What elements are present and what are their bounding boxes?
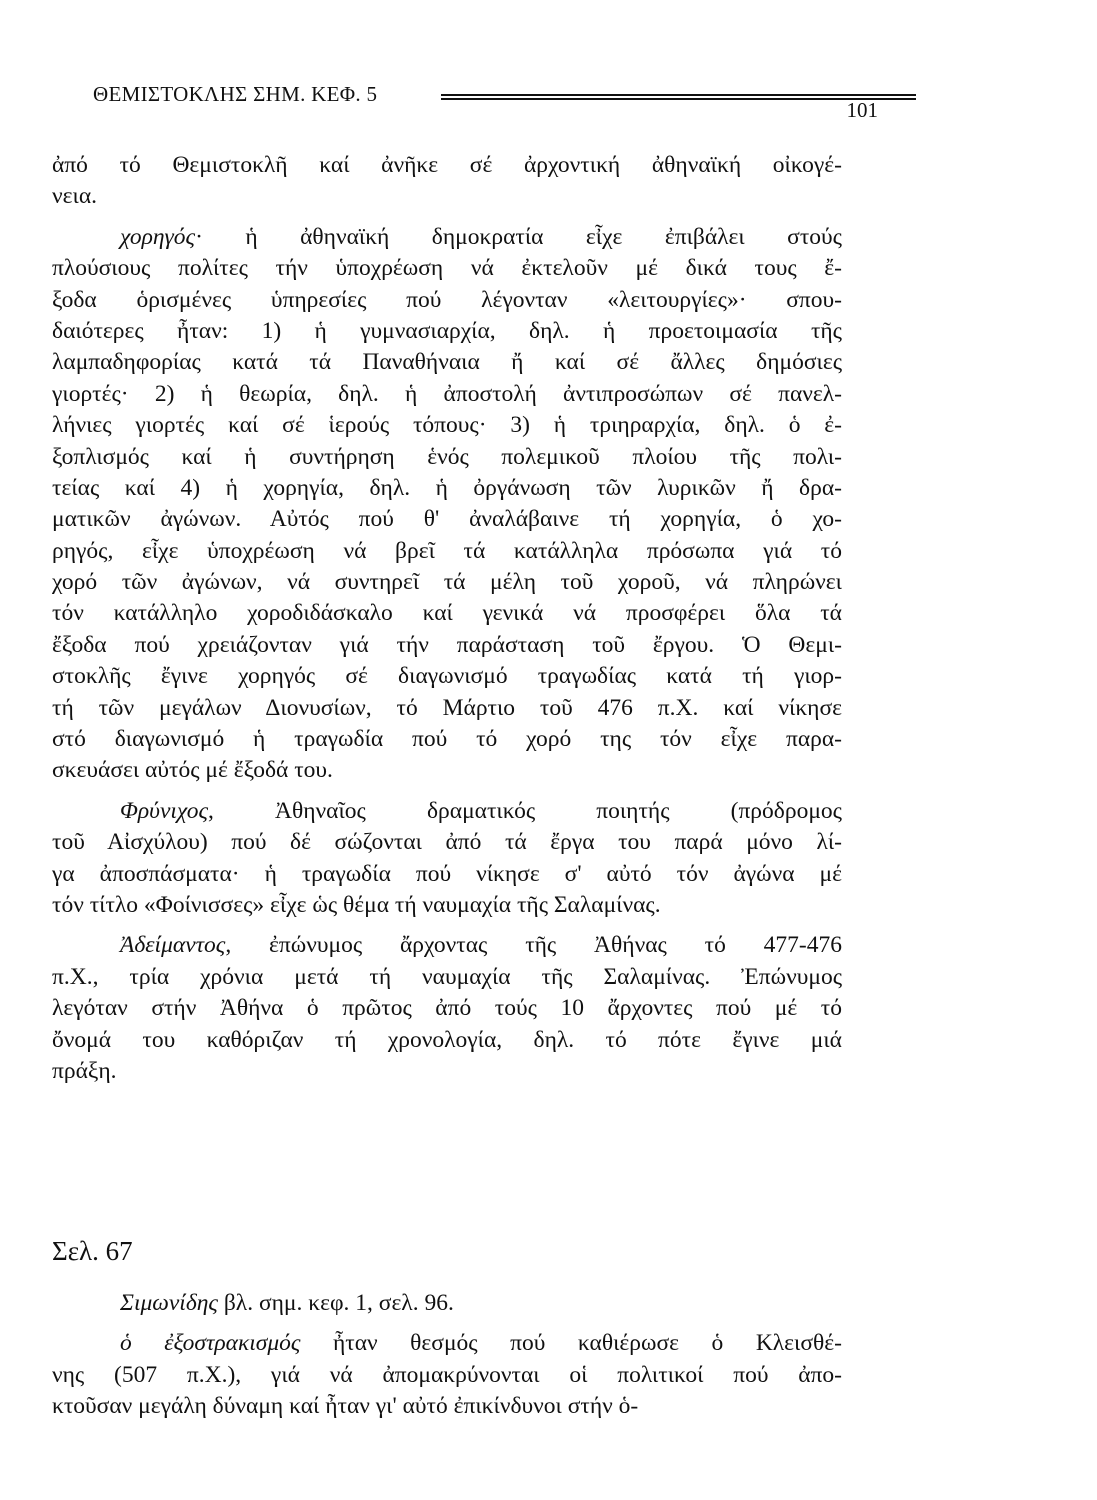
- text-line: [52, 1288, 842, 1319]
- line-text: λεγόταν στήν Ἀθήνα ὁ πρῶτος ἀπό τούς 10 ἄρχοντες πού μέ τό: [52, 995, 842, 1022]
- line-text: σκευάσει αὐτός μέ ἔξοδά του.: [52, 757, 333, 784]
- line-text: πλούσιους πολίτες τήν ὑποχρέωση νά ἐκτελοῦν μέ δικά τους ἔ-: [52, 255, 842, 282]
- paragraph-gap: [52, 787, 842, 796]
- line-text: νεια.: [52, 183, 98, 210]
- text-line: [52, 504, 842, 535]
- line-text: δαιότερες ἦταν: 1) ἡ γυμνασιαρχία, δηλ. ἡ προετοιμασία τῆς: [52, 317, 842, 344]
- term: ὁ ἐξοστρακισμός: [120, 1330, 301, 1357]
- line-text: πράξη.: [52, 1057, 117, 1084]
- line-text: , Ἀθηναῖος δραματικός ποιητής (πρόδρομος: [208, 797, 842, 824]
- text-line: [52, 1025, 842, 1056]
- text-line: [52, 567, 842, 598]
- text-line: [52, 1056, 842, 1087]
- line-text: · ἡ ἀθηναϊκή δημοκρατία εἶχε ἐπιβάλει στούς: [195, 223, 842, 250]
- line-text: χορό τῶν ἀγώνων, νά συντηρεῖ τά μέλη τοῦ χοροῦ, νά πληρώνει: [52, 569, 842, 596]
- term: Ἀδείμαντος: [120, 932, 226, 959]
- text-line: [52, 796, 842, 827]
- line-text: τείας καί 4) ἡ χορηγία, δηλ. ἡ ὀργάνωση τῶν λυρικῶν ἤ δρα-: [52, 474, 842, 501]
- section-heading: Σελ. 67: [52, 1236, 133, 1266]
- text-line: [52, 598, 842, 629]
- text-line: [52, 473, 842, 504]
- text-line: [52, 316, 842, 347]
- line-text: κτοῦσαν μεγάλη δύναμη καί ἦταν γι' αὐτό ἐπικίνδυνοι στήν ὁ-: [52, 1393, 639, 1420]
- line-text: τή τῶν μεγάλων Διονυσίων, τό Μάρτιο τοῦ 476 π.Χ. καί νίκησε: [52, 694, 842, 721]
- text-line: [52, 410, 842, 441]
- header-rule: [441, 94, 916, 100]
- text-line: [52, 253, 842, 284]
- text-line: [52, 993, 842, 1024]
- header-title: ΘΕΜΙΣΤΟΚΛΗΣ ΣΗΜ. ΚΕΦ. 5: [93, 82, 378, 106]
- text-line: [52, 536, 842, 567]
- text-line: [52, 962, 842, 993]
- text-line: [52, 724, 842, 755]
- section-text: [52, 1288, 842, 1423]
- text-line: [52, 661, 842, 692]
- line-text: , ἐπώνυμος ἄρχοντας τῆς Ἀθήνας τό 477-476: [225, 932, 842, 959]
- line-text: ἀπό τό Θεμιστοκλῆ καί ἀνῆκε σέ ἀρχοντική ἀθηναϊκή οἰκογέ-: [52, 152, 842, 178]
- line-text: νης (507 π.Χ.), γιά νά ἀπομακρύνονται οἱ πολιτικοί πού ἀπο-: [52, 1361, 842, 1388]
- text-line: [52, 442, 842, 473]
- term: Φρύνιχος: [120, 797, 209, 824]
- paragraph-gap: [52, 213, 842, 222]
- text-line: [52, 630, 842, 661]
- line-text: στό διαγωνισμό ἡ τραγωδία πού τό χορό της τόν εἶχε παρα-: [52, 726, 842, 753]
- paragraph-gap: [52, 921, 842, 930]
- line-text: π.Χ., τρία χρόνια μετά τή ναυμαχία τῆς Σαλαμίνας. Ἐπώνυμος: [52, 963, 842, 990]
- text-line: [52, 379, 842, 410]
- line-text: βλ. σημ. κεφ. 1, σελ. 96.: [217, 1290, 454, 1316]
- text-line: [52, 1328, 842, 1359]
- running-header: [93, 78, 878, 122]
- text-line: [52, 693, 842, 724]
- main-text: [52, 150, 842, 1087]
- line-text: ρηγός, εἶχε ὑποχρέωση νά βρεῖ τά κατάλληλα πρόσωπα γιά τό: [52, 537, 842, 564]
- line-text: τόν τίτλο «Φοίνισσες» εἶχε ὡς θέμα τή ναυμαχία τῆς Σαλαμίνας.: [52, 891, 661, 918]
- line-text: στοκλῆς ἔγινε χορηγός σέ διαγωνισμό τραγωδίας κατά τή γιορ-: [52, 663, 842, 690]
- text-line: [52, 1360, 842, 1391]
- line-text: λήνιες γιορτές καί σέ ἱερούς τόπους· 3) ἡ τριηραρχία, δηλ. ὁ ἐ-: [52, 412, 842, 439]
- text-line: [52, 755, 842, 786]
- line-text: τόν κατάλληλο χοροδιδάσκαλο καί γενικά νά προσφέρει ὅλα τά: [52, 600, 842, 627]
- term: Σιμωνίδης: [120, 1290, 218, 1316]
- text-line: [52, 150, 842, 181]
- text-line: [52, 930, 842, 961]
- term: χορηγός: [120, 223, 196, 250]
- line-text: ὄνομά του καθόριζαν τή χρονολογία, δηλ. τό πότε ἔγινε μιά: [52, 1026, 842, 1053]
- line-text: ἦταν θεσμός πού καθιέρωσε ὁ Κλεισθέ-: [300, 1330, 842, 1357]
- line-text: τοῦ Αἰσχύλου) πού δέ σώζονται ἀπό τά ἔργα του παρά μόνο λί-: [52, 829, 842, 856]
- line-text: λαμπαδηφορίας κατά τά Παναθήναια ἤ καί σέ ἄλλες δημόσιες: [52, 349, 842, 376]
- text-line: [52, 827, 842, 858]
- line-text: γα ἀποσπάσματα· ἡ τραγωδία πού νίκησε σ' αὐτό τόν ἀγώνα μέ: [52, 860, 842, 887]
- text-line: [52, 181, 842, 212]
- text-line: [52, 890, 842, 921]
- text-line: [52, 347, 842, 378]
- text-line: [52, 285, 842, 316]
- line-text: ξοπλισμός καί ἡ συντήρηση ἑνός πολεμικοῦ πλοίου τῆς πολι-: [52, 443, 842, 470]
- text-line: [52, 859, 842, 890]
- line-text: ματικῶν ἀγώνων. Αὐτός πού θ' ἀναλάβαινε τή χορηγία, ὁ χο-: [52, 506, 842, 533]
- page-number: 101: [846, 98, 878, 122]
- text-line: [52, 222, 842, 253]
- line-text: ἔξοδα πού χρειάζονταν γιά τήν παράσταση τοῦ ἔργου. Ὁ Θεμι-: [52, 631, 842, 658]
- text-line: [52, 1391, 842, 1422]
- line-text: ξοδα ὁρισμένες ὑπηρεσίες πού λέγονταν «λειτουργίες»· σπου-: [52, 286, 842, 313]
- line-text: γιορτές· 2) ἡ θεωρία, δηλ. ἡ ἀποστολή ἀντιπροσώπων σέ πανελ-: [52, 380, 842, 407]
- paragraph-gap: [52, 1319, 842, 1328]
